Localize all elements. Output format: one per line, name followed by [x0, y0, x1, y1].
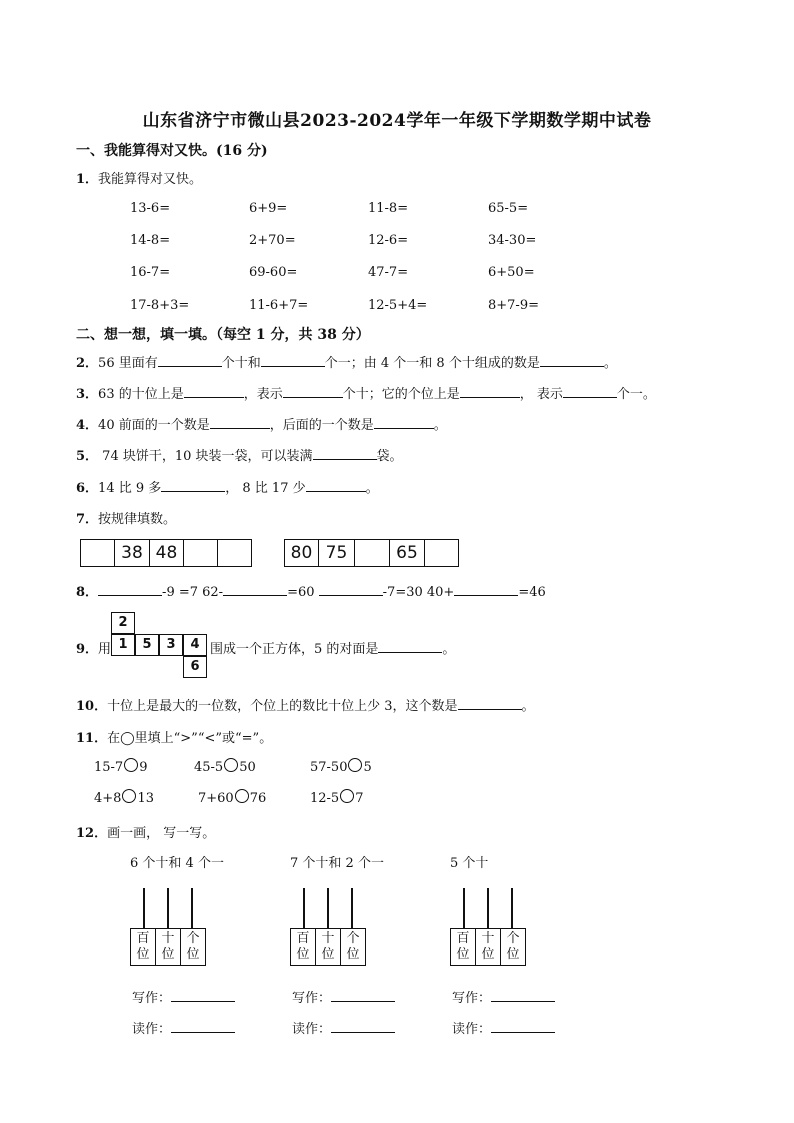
q2-text-d: 。 — [603, 356, 617, 371]
q8-text-d: =46 — [518, 585, 546, 600]
q10-text-b: 。 — [521, 699, 535, 714]
net-face: 6 — [183, 656, 207, 678]
place-value-cell: 十 位 — [476, 929, 501, 965]
net-face: 2 — [111, 612, 135, 634]
sequence-cell[interactable] — [355, 540, 390, 566]
q6-text-c: 。 — [365, 481, 379, 496]
write-line-label: 写作： — [452, 991, 492, 1006]
question-1 — [76, 168, 202, 187]
q2-text-a: 56 里面有 — [98, 356, 158, 371]
answer-blank[interactable] — [313, 447, 377, 460]
abacus-rod — [191, 888, 193, 928]
abacus-rod — [351, 888, 353, 928]
question-number: 7． — [76, 512, 99, 527]
question-11 — [76, 727, 272, 746]
question-text: 我能算得对又快。 — [98, 172, 203, 187]
answer-blank[interactable] — [171, 989, 235, 1002]
question-text: 在◯里填上“>”“<”或“=”。 — [107, 731, 273, 746]
q4-text-b: ，后面的一个数是 — [269, 418, 374, 433]
q5-text-b: 袋。 — [376, 449, 403, 464]
answer-blank[interactable] — [306, 479, 366, 492]
answer-blank[interactable] — [283, 385, 343, 398]
compare-circle[interactable] — [235, 789, 249, 803]
write-line — [452, 987, 555, 1006]
calc-item[interactable]: 11-8= — [368, 201, 409, 216]
answer-blank[interactable] — [261, 354, 325, 367]
answer-blank[interactable] — [98, 583, 162, 596]
section-2-heading: 二、想一想，填一填。（每空 1 分，共 38 分） — [76, 327, 370, 343]
calc-item[interactable]: 47-7= — [368, 265, 409, 280]
calc-item[interactable]: 13-6= — [130, 201, 171, 216]
calc-item[interactable]: 16-7= — [130, 265, 171, 280]
abacus-rod — [167, 888, 169, 928]
read-line-label: 读作： — [132, 1022, 172, 1037]
q9-text-c: 。 — [442, 642, 456, 657]
compare-left: 4+8 — [94, 791, 122, 806]
answer-blank[interactable] — [540, 354, 604, 367]
answer-blank[interactable] — [378, 640, 442, 653]
answer-blank[interactable] — [223, 583, 287, 596]
read-line — [452, 1018, 555, 1037]
question-7 — [76, 508, 176, 527]
answer-blank[interactable] — [171, 1020, 235, 1033]
q5-text-a: 74 块饼干，10 块装一袋，可以装满 — [98, 449, 313, 464]
read-line — [292, 1018, 395, 1037]
answer-blank[interactable] — [374, 416, 434, 429]
compare-circle[interactable] — [124, 758, 138, 772]
place-value-cell: 个 位 — [506, 931, 520, 962]
q9-text-a: 用 — [98, 642, 112, 657]
net-face: 5 — [135, 634, 159, 656]
compare-right: 7 — [355, 791, 364, 806]
net-face: 1 — [111, 634, 135, 656]
question-number: 5． — [76, 449, 99, 464]
calc-item[interactable]: 11-6+7= — [249, 298, 309, 313]
compare-left: 45-5 — [194, 760, 224, 775]
sequence-cell: 38 — [115, 540, 150, 566]
abacus-rod — [143, 888, 145, 928]
sequence-cell: 65 — [390, 540, 425, 566]
q6-text-a: 14 比 9 多 — [98, 481, 162, 496]
compare-left: 57-50 — [310, 760, 348, 775]
question-number: 3． — [76, 387, 99, 402]
compare-item — [198, 789, 266, 806]
q8-text-c: -7=30 40+ — [382, 585, 455, 600]
question-4 — [76, 414, 447, 433]
answer-blank[interactable] — [460, 385, 520, 398]
q3-text-c: 个十；它的个位上是 — [342, 387, 460, 402]
question-3 — [76, 383, 656, 402]
net-face: 4 — [183, 634, 207, 656]
question-number: 4． — [76, 418, 99, 433]
answer-blank[interactable] — [491, 1020, 555, 1033]
q2-text-c: 个一；由 4 个一和 8 个十组成的数是 — [324, 356, 540, 371]
sequence-box-1 — [80, 539, 252, 567]
sequence-box-2 — [284, 539, 459, 567]
place-value-box — [290, 928, 366, 966]
place-value-cell: 百 位 — [451, 929, 476, 965]
q8-text-a: -9 =7 62- — [162, 585, 224, 600]
q4-text-a: 40 前面的一个数是 — [98, 418, 210, 433]
compare-right: 5 — [363, 760, 372, 775]
abacus-rod — [487, 888, 489, 928]
calc-item[interactable]: 2+70= — [249, 233, 296, 248]
compare-right: 9 — [139, 760, 148, 775]
question-number: 6． — [76, 481, 99, 496]
calc-item[interactable]: 14-8= — [130, 233, 171, 248]
sequence-cell[interactable] — [184, 540, 218, 566]
sequence-cell[interactable] — [218, 540, 251, 566]
compare-item — [310, 789, 364, 806]
answer-blank[interactable] — [491, 989, 555, 1002]
sequence-cell: 80 — [285, 540, 319, 566]
q3-text-d: ， 表示 — [519, 387, 563, 402]
place-value-cell: 百 位 — [291, 929, 316, 965]
calc-item[interactable]: 69-60= — [249, 265, 298, 280]
q9-text-b: 围成一个正方体，5 的对面是 — [210, 642, 379, 657]
q4-text-c: 。 — [433, 418, 447, 433]
place-value-cell: 十 位 — [316, 929, 341, 965]
calc-item[interactable]: 6+50= — [488, 265, 535, 280]
answer-blank[interactable] — [161, 479, 225, 492]
compare-circle[interactable] — [224, 758, 238, 772]
question-5 — [76, 445, 403, 464]
compare-left: 7+60 — [198, 791, 234, 806]
q3-text-e: 个一。 — [616, 387, 656, 402]
answer-blank[interactable] — [319, 583, 383, 596]
calc-item[interactable]: 34-30= — [488, 233, 537, 248]
abacus-label: 7 个十和 2 个一 — [290, 856, 384, 871]
question-number: 12． — [76, 826, 108, 841]
calc-item[interactable]: 8+7-9= — [488, 298, 539, 313]
q6-text-b: ， 8 比 17 少 — [225, 481, 306, 496]
question-12 — [76, 822, 215, 841]
calc-item[interactable]: 6+9= — [249, 201, 288, 216]
question-number: 8． — [76, 585, 99, 600]
calc-item[interactable]: 17-8+3= — [130, 298, 190, 313]
answer-blank[interactable] — [184, 385, 244, 398]
question-6 — [76, 477, 379, 496]
write-line-label: 写作： — [292, 991, 332, 1006]
sequence-cell[interactable] — [81, 540, 115, 566]
read-line — [132, 1018, 235, 1037]
question-2 — [76, 352, 617, 371]
sequence-cell: 75 — [319, 540, 355, 566]
net-face: 3 — [159, 634, 183, 656]
q10-text-a: 十位上是最大的一位数，个位上的数比十位上少 3，这个数是 — [107, 699, 458, 714]
abacus-rod — [327, 888, 329, 928]
answer-blank[interactable] — [563, 385, 617, 398]
read-line-label: 读作： — [292, 1022, 332, 1037]
write-line — [292, 987, 395, 1006]
abacus[interactable] — [290, 888, 366, 968]
section-1-heading: 一、我能算得对又快。(16 分) — [76, 143, 268, 159]
write-line — [132, 987, 235, 1006]
question-text: 按规律填数。 — [98, 512, 177, 527]
answer-blank[interactable] — [454, 583, 518, 596]
sequence-cell[interactable] — [425, 540, 458, 566]
question-number: 10． — [76, 699, 108, 714]
place-value-box — [450, 928, 526, 966]
calc-item[interactable]: 12-6= — [368, 233, 409, 248]
q2-text-b: 个十和 — [221, 356, 261, 371]
abacus-label: 6 个十和 4 个一 — [130, 856, 224, 871]
compare-left: 15-7 — [94, 760, 124, 775]
abacus-rod — [303, 888, 305, 928]
compare-circle[interactable] — [348, 758, 362, 772]
abacus[interactable] — [450, 888, 526, 968]
q8-text-b: =60 — [287, 585, 319, 600]
answer-blank[interactable] — [458, 697, 522, 710]
abacus[interactable] — [130, 888, 206, 968]
question-text: 画一画， 写一写。 — [107, 826, 216, 841]
compare-left: 12-5 — [310, 791, 340, 806]
abacus-label: 5 个十 — [450, 856, 489, 871]
sequence-cell: 48 — [150, 540, 184, 566]
compare-circle[interactable] — [340, 789, 354, 803]
question-number: 1． — [76, 172, 99, 187]
place-value-cell: 十 位 — [156, 929, 181, 965]
place-value-cell: 个 位 — [346, 931, 360, 962]
answer-blank[interactable] — [331, 1020, 395, 1033]
question-8 — [76, 581, 546, 600]
question-number: 11． — [76, 731, 108, 746]
page-title: 山东省济宁市微山县2023-2024学年一年级下学期数学期中试卷 — [142, 111, 652, 131]
calc-item[interactable]: 65-5= — [488, 201, 529, 216]
question-10 — [76, 695, 535, 714]
compare-right: 50 — [239, 760, 256, 775]
answer-blank[interactable] — [331, 989, 395, 1002]
question-number: 9． — [76, 642, 99, 657]
question-number: 2． — [76, 356, 99, 371]
calc-item[interactable]: 12-5+4= — [368, 298, 428, 313]
question-9-suffix — [210, 638, 455, 657]
place-value-cell: 个 位 — [186, 931, 200, 962]
question-9-prefix — [76, 638, 111, 657]
place-value-cell: 百 位 — [131, 929, 156, 965]
compare-item — [94, 789, 154, 806]
compare-item — [194, 758, 256, 775]
write-line-label: 写作： — [132, 991, 172, 1006]
answer-blank[interactable] — [210, 416, 270, 429]
compare-circle[interactable] — [122, 789, 136, 803]
compare-item — [310, 758, 372, 775]
read-line-label: 读作： — [452, 1022, 492, 1037]
place-value-box — [130, 928, 206, 966]
q3-text-b: ，表示 — [243, 387, 283, 402]
compare-right: 76 — [249, 791, 267, 806]
compare-item — [94, 758, 148, 775]
abacus-rod — [463, 888, 465, 928]
answer-blank[interactable] — [158, 354, 222, 367]
abacus-rod — [511, 888, 513, 928]
compare-right: 13 — [137, 791, 154, 806]
q3-text-a: 63 的十位上是 — [98, 387, 184, 402]
